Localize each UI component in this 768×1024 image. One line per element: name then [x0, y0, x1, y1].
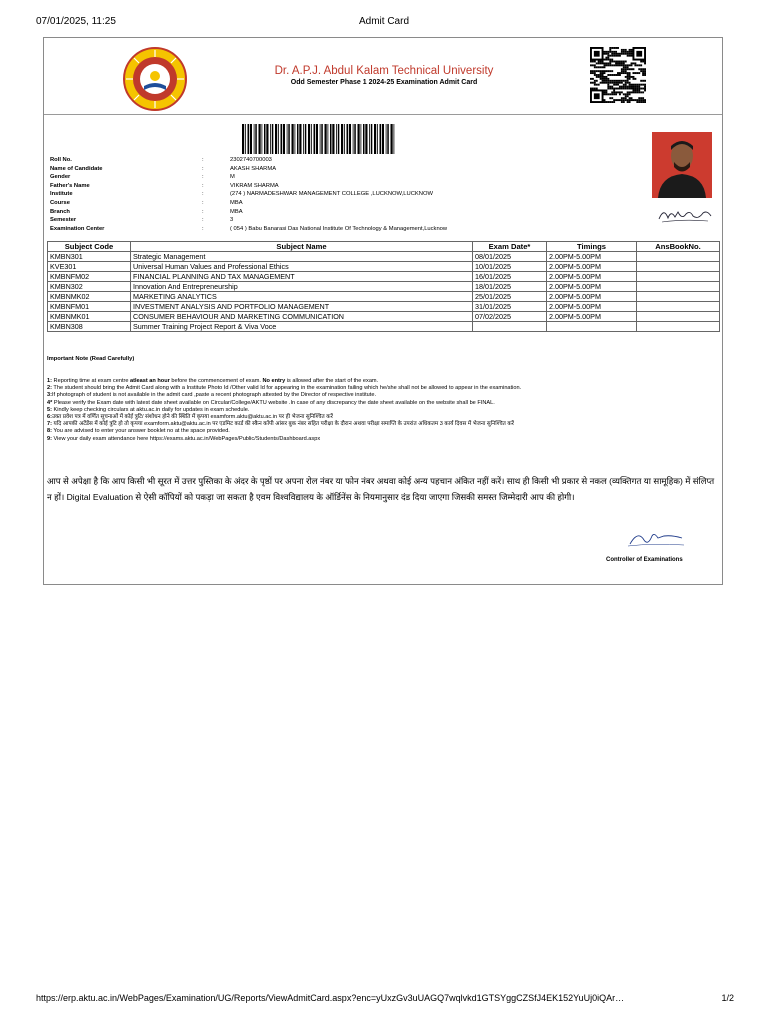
ansbook-cell — [637, 302, 720, 312]
info-label: Gender — [50, 174, 71, 181]
info-colon: : — [202, 191, 204, 198]
subject-code-cell: KMBN308 — [48, 322, 131, 332]
ansbook-cell — [637, 312, 720, 322]
info-value: M — [230, 174, 235, 181]
info-value: ( 054 ) Babu Banarasi Das National Institute Of Technology & Management,Lucknow — [230, 225, 448, 232]
info-colon: : — [202, 199, 204, 206]
ansbook-cell — [637, 292, 720, 302]
exam-date-cell: 07/02/2025 — [473, 312, 547, 322]
important-note-title: Important Note (Read Carefully) — [47, 356, 135, 362]
table-row — [48, 262, 720, 272]
exam-date-cell: 16/01/2025 — [473, 272, 547, 282]
info-row — [50, 165, 650, 174]
print-url: https://erp.aktu.ac.in/WebPages/Examination/UG/Reports/ViewAdmitCard.aspx?enc=yUxzGv3uUAGQ7wqlvkd1GTSYggCZSfJ4EK152YuUj0iQAr… — [36, 993, 625, 1003]
info-label: Institute — [50, 191, 73, 198]
table-row — [48, 302, 720, 312]
info-row — [50, 173, 650, 182]
exam-date-cell: 08/01/2025 — [473, 252, 547, 262]
info-colon: : — [202, 157, 204, 163]
subject-code-cell: KMBNFM02 — [48, 272, 131, 282]
info-label: Examination Center — [50, 225, 105, 232]
info-row — [50, 199, 650, 208]
col-subject-name: Subject Name — [131, 242, 473, 252]
ansbook-cell — [637, 282, 720, 292]
subject-code-cell: KMBNFM01 — [48, 302, 131, 312]
hindi-warning-note: आप से अपेक्षा है कि आप किसी भी सूरत में उत्तर पुस्तिका के अंदर के पृष्ठों पर अपना रोल नंबर या फोन नंबर अथवा कोई अन्य पहचान अंकित नहीं करें। साथ ही किसी भी प्रकार से नकल (व्यक्तिगत या सामूहिक) में संलिप्त न हों। Digital Evaluation से ऐसी कॉपियों को पकड़ा जा सकता है एवम विश्वविद्यालय के ऑर्डिनेंस के नियमानुसार दंड दिया जाएगा जिसकी समस्त जिम्मेदारी आप की होगी। — [47, 476, 715, 502]
info-label: Roll No. — [50, 157, 72, 163]
timings-cell: 2.00PM-5.00PM — [547, 282, 637, 292]
subject-code-cell: KMBNMK02 — [48, 292, 131, 302]
note-5: 5: Kindly keep checking circulars at aktu.ac.in daily for updates in exam schedule. — [47, 406, 250, 413]
note-7: 7: यदि आपकी अटेंडेंस में कोई त्रुटि हो तो कृपया examform.aktu@aktu.ac.in पर एडमिट कार्ड की स्कैन कॉपी आंसर बुक नंबर सहित परीक्षा के दौरान अथवा परीक्षा समाप्ति के उपरांत अधिकतम 3 कार्य दिवस में भेजना सुनिश्चित करें — [47, 421, 514, 428]
col-timings: Timings — [547, 242, 637, 252]
subject-name-cell: CONSUMER BEHAVIOUR AND MARKETING COMMUNICATION — [131, 312, 473, 322]
info-row — [50, 190, 650, 199]
info-label: Branch — [50, 208, 70, 215]
admit-card-subtitle: Odd Semester Phase 1 2024-25 Examination Admit Card — [290, 79, 478, 86]
info-value: AKASH SHARMA — [230, 165, 277, 172]
subject-name-cell: Universal Human Values and Professional Ethics — [131, 262, 473, 272]
subject-name-cell: Strategic Management — [131, 252, 473, 262]
note-4: 4* Please verify the Exam date with latest date sheet available on Circular/College/AKTU website .In case of any discrepancy the date sheet available on the website shall be FINAL. — [47, 399, 495, 406]
subject-table — [47, 241, 720, 332]
info-colon: : — [202, 165, 204, 172]
info-row — [50, 216, 650, 225]
exam-date-cell: 31/01/2025 — [473, 302, 547, 312]
timings-cell: 2.00PM-5.00PM — [547, 312, 637, 322]
subject-name-cell: Innovation And Entrepreneurship — [131, 282, 473, 292]
note-9: 9: View your daily exam attendance here https://exams.aktu.ac.in/WebPages/Public/Students/Dashboard.aspx — [47, 435, 321, 442]
exam-date-cell: 18/01/2025 — [473, 282, 547, 292]
header-divider — [44, 114, 722, 115]
table-row — [48, 252, 720, 262]
student-photo — [652, 132, 712, 198]
info-label: Semester — [50, 217, 77, 224]
note-8: 8: You are advised to enter your answer booklet no at the space provided. — [47, 428, 230, 435]
table-row — [48, 292, 720, 302]
table-header-row — [48, 242, 720, 252]
info-value: MBA — [230, 199, 243, 206]
table-row — [48, 272, 720, 282]
subject-name-cell: FINANCIAL PLANNING AND TAX MANAGEMENT — [131, 272, 473, 282]
page-number: 1/2 — [721, 993, 734, 1003]
info-colon: : — [202, 208, 204, 215]
admit-card — [43, 37, 723, 585]
info-colon: : — [202, 225, 204, 232]
exam-date-cell: 10/01/2025 — [473, 262, 547, 272]
note-2: 2: The student should bring the Admit Card along with a Institute Photo Id /Other valid Id for appearing in the examination failing which he/she shall not be allowed to appear in the examination. — [47, 385, 522, 392]
info-value: 3 — [230, 217, 234, 224]
subject-name-cell: MARKETING ANALYTICS — [131, 292, 473, 302]
info-row — [50, 156, 650, 165]
note-3: 3:If photograph of student is not available in the admit card ,paste a recent photograph attested by the Director of respective institute. — [47, 392, 376, 399]
ansbook-cell — [637, 252, 720, 262]
timings-cell: 2.00PM-5.00PM — [547, 272, 637, 282]
print-header — [0, 16, 768, 30]
timings-cell: 2.00PM-5.00PM — [547, 302, 637, 312]
student-info — [50, 156, 650, 233]
col-subject-code: Subject Code — [48, 242, 131, 252]
info-label: Father's Name — [50, 182, 90, 189]
exam-date-cell — [473, 322, 547, 332]
info-row — [50, 225, 650, 234]
subject-code-cell: KMBNMK01 — [48, 312, 131, 322]
timings-cell: 2.00PM-5.00PM — [547, 252, 637, 262]
ansbook-cell — [637, 272, 720, 282]
info-row — [50, 208, 650, 217]
ansbook-cell — [637, 322, 720, 332]
info-label: Name of Candidate — [50, 165, 103, 172]
note-6: 6:उक्त प्रवेश पत्र में वर्णित सूचनाओं में कोई त्रुटि/ संशोधन होने की स्थिति में कृपया examform.aktu@aktu.ac.in पर ही भेजना सुनिश्चित करें — [47, 414, 333, 421]
info-colon: : — [202, 217, 204, 224]
controller-signature-icon — [624, 526, 688, 550]
table-row — [48, 322, 720, 332]
subject-code-cell: KMBN301 — [48, 252, 131, 262]
info-colon: : — [202, 174, 204, 181]
timings-cell — [547, 322, 637, 332]
qr-code-icon — [590, 47, 646, 103]
table-row — [48, 282, 720, 292]
subject-name-cell: INVESTMENT ANALYSIS AND PORTFOLIO MANAGEMENT — [131, 302, 473, 312]
info-colon: : — [202, 182, 204, 189]
controller-of-examinations: Controller of Examinations — [606, 557, 683, 563]
info-value: VIKRAM SHARMA — [230, 182, 279, 189]
col-ansbook: AnsBookNo. — [637, 242, 720, 252]
subject-code-cell: KMBN302 — [48, 282, 131, 292]
info-label: Course — [50, 199, 70, 206]
timings-cell: 2.00PM-5.00PM — [547, 262, 637, 272]
info-value: (274 ) NARMADESHWAR MANAGEMENT COLLEGE ,LUCKNOW,LUCKNOW — [230, 191, 433, 198]
subject-name-cell: Summer Training Project Report & Viva Voce — [131, 322, 473, 332]
note-1: 1: Reporting time at exam centre atleast an hour before the commencement of exam. No entry is allowed after the start of the exam. — [47, 378, 379, 384]
info-value: 2302740700003 — [230, 157, 272, 163]
important-notes — [47, 378, 719, 443]
student-signature-icon — [656, 204, 714, 226]
ansbook-cell — [637, 262, 720, 272]
table-row — [48, 312, 720, 322]
print-title: Admit Card — [358, 16, 409, 27]
info-value: MBA — [230, 208, 243, 215]
subject-code-cell: KVE301 — [48, 262, 131, 272]
university-name: Dr. A.P.J. Abdul Kalam Technical University — [274, 65, 494, 77]
print-datetime: 07/01/2025, 11:25 — [36, 16, 116, 27]
timings-cell: 2.00PM-5.00PM — [547, 292, 637, 302]
barcode-icon — [240, 124, 396, 154]
col-exam-date: Exam Date* — [473, 242, 547, 252]
info-row — [50, 182, 650, 191]
exam-date-cell: 25/01/2025 — [473, 292, 547, 302]
